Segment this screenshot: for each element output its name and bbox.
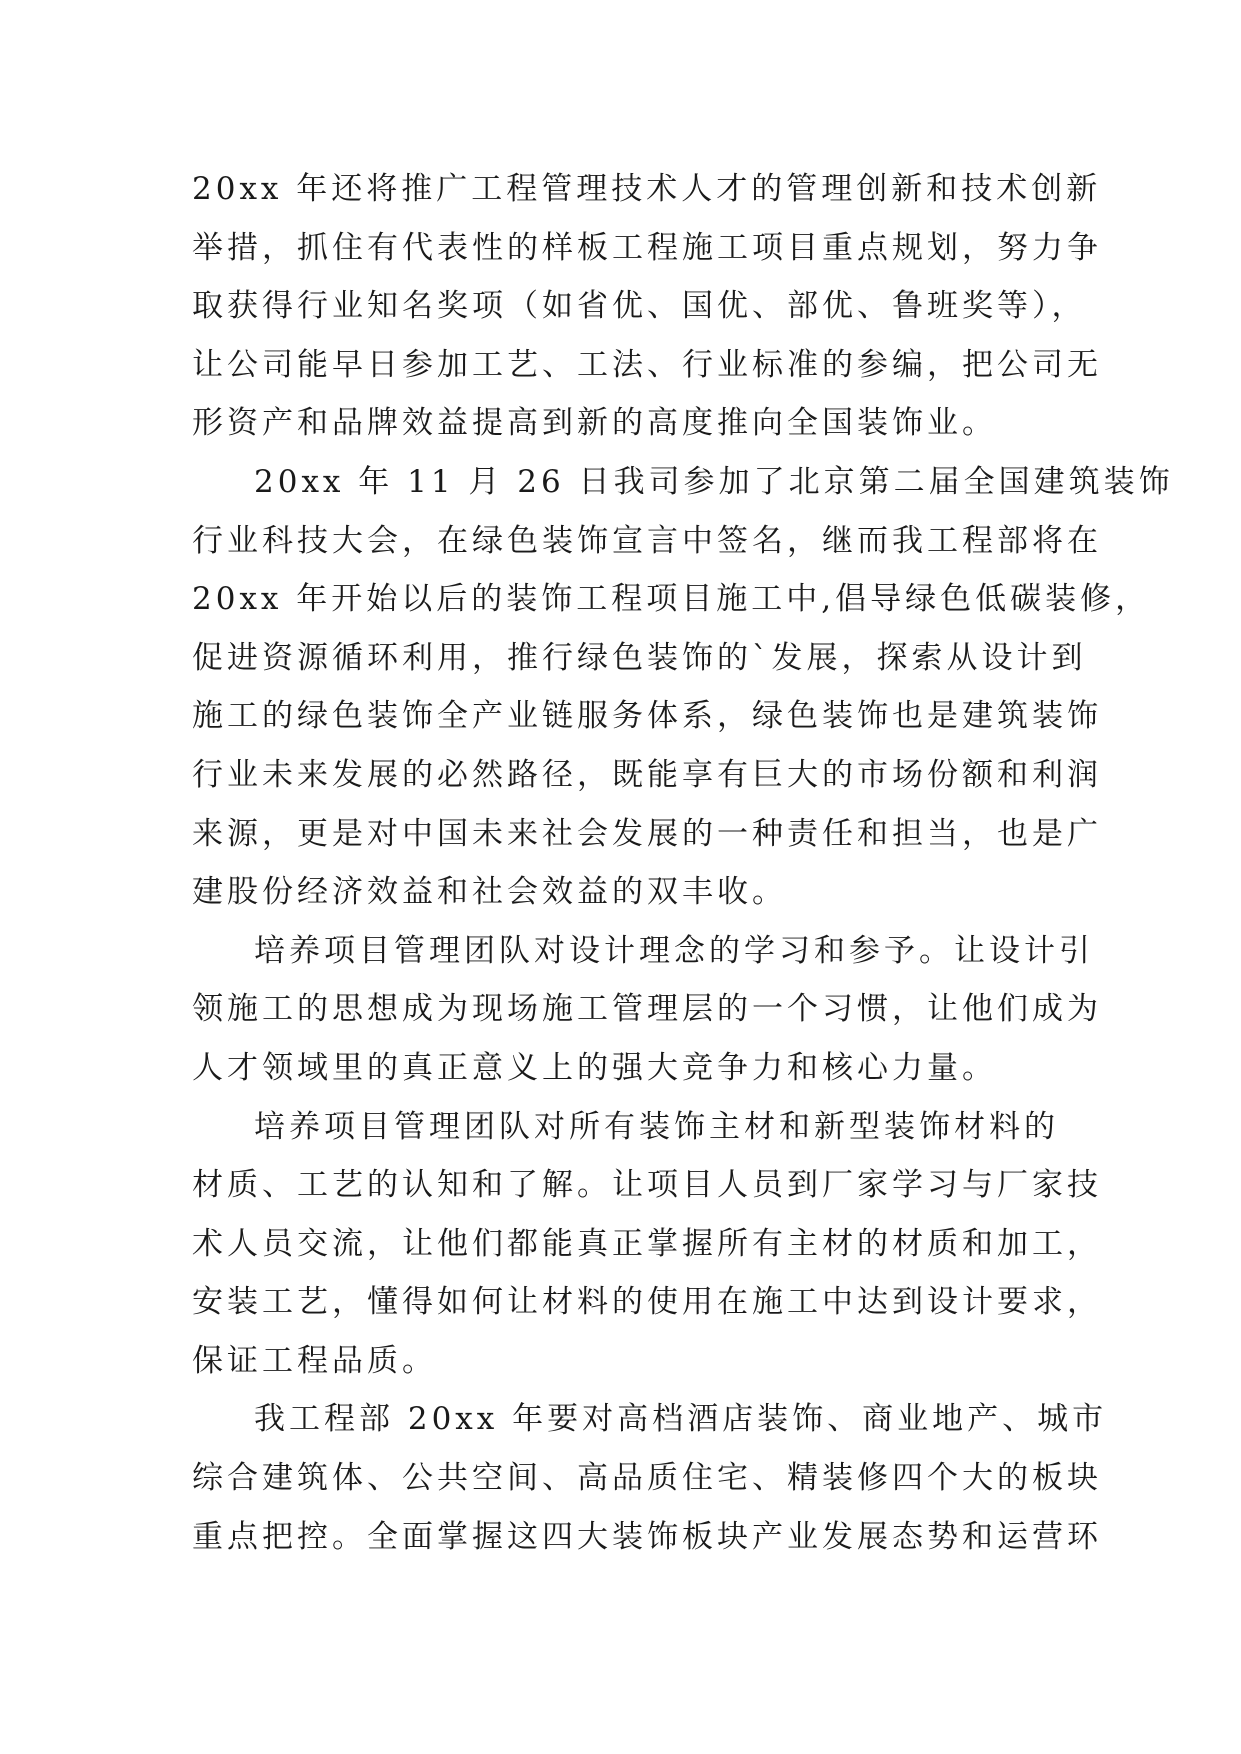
text-line: 人才领域里的真正意义上的强大竞争力和核心力量。 [192, 1049, 997, 1086]
text-line: 20xx 年还将推广工程管理技术人才的管理创新和技术创新 [192, 171, 1102, 207]
text-line: 培养项目管理团队对设计理念的学习和参予。让设计引 [254, 932, 1094, 969]
text-line: 20xx 年开始以后的装饰工程项目施工中,倡导绿色低碳装修， [192, 581, 1151, 618]
paragraph-4 [192, 1098, 1102, 1391]
text-line: 来源，更是对中国未来社会发展的一种责任和担当，也是广 [192, 815, 1102, 852]
text-line: 领施工的思想成为现场施工管理层的一个习惯，让他们成为 [192, 991, 1102, 1028]
text-line: 促进资源循环利用，推行绿色装饰的`发展，探索从设计到 [192, 639, 1087, 676]
text-line: 保证工程品质。 [192, 1342, 437, 1379]
text-line: 行业科技大会，在绿色装饰宣言中签名，继而我工程部将在 [192, 522, 1102, 559]
paragraph-2 [192, 453, 1174, 922]
text-line: 培养项目管理团队对所有装饰主材和新型装饰材料的 [254, 1108, 1059, 1145]
paragraph-5 [192, 1390, 1108, 1566]
text-line: 术人员交流，让他们都能真正掌握所有主材的材质和加工， [192, 1225, 1102, 1262]
paragraph-3 [192, 922, 1102, 1098]
text-line: 取获得行业知名奖项（如省优、国优、部优、鲁班奖等）， [192, 288, 1087, 325]
text-line: 建股份经济效益和社会效益的双丰收。 [192, 874, 787, 911]
text-line: 形资产和品牌效益提高到新的高度推向全国装饰业。 [192, 405, 997, 442]
text-line: 施工的绿色装饰全产业链服务体系，绿色装饰也是建筑装饰 [192, 698, 1102, 735]
text-line: 20xx 年 11 月 26 日我司参加了北京第二届全国建筑装饰 [254, 463, 1174, 500]
paragraph-1 [192, 160, 1102, 453]
text-line: 行业未来发展的必然路径，既能享有巨大的市场份额和利润 [192, 756, 1102, 793]
text-line: 重点把控。全面掌握这四大装饰板块产业发展态势和运营环 [192, 1518, 1102, 1555]
text-line: 安装工艺，懂得如何让材料的使用在施工中达到设计要求， [192, 1284, 1102, 1321]
text-line: 举措，抓住有代表性的样板工程施工项目重点规划，努力争 [192, 229, 1102, 266]
text-line: 材质、工艺的认知和了解。让项目人员到厂家学习与厂家技 [192, 1167, 1102, 1204]
body-text [192, 160, 1174, 1566]
text-line: 综合建筑体、公共空间、高品质住宅、精装修四个大的板块 [192, 1460, 1102, 1497]
text-line: 我工程部 20xx 年要对高档酒店装饰、商业地产、城市 [254, 1401, 1108, 1438]
text-line: 让公司能早日参加工艺、工法、行业标准的参编，把公司无 [192, 346, 1102, 383]
